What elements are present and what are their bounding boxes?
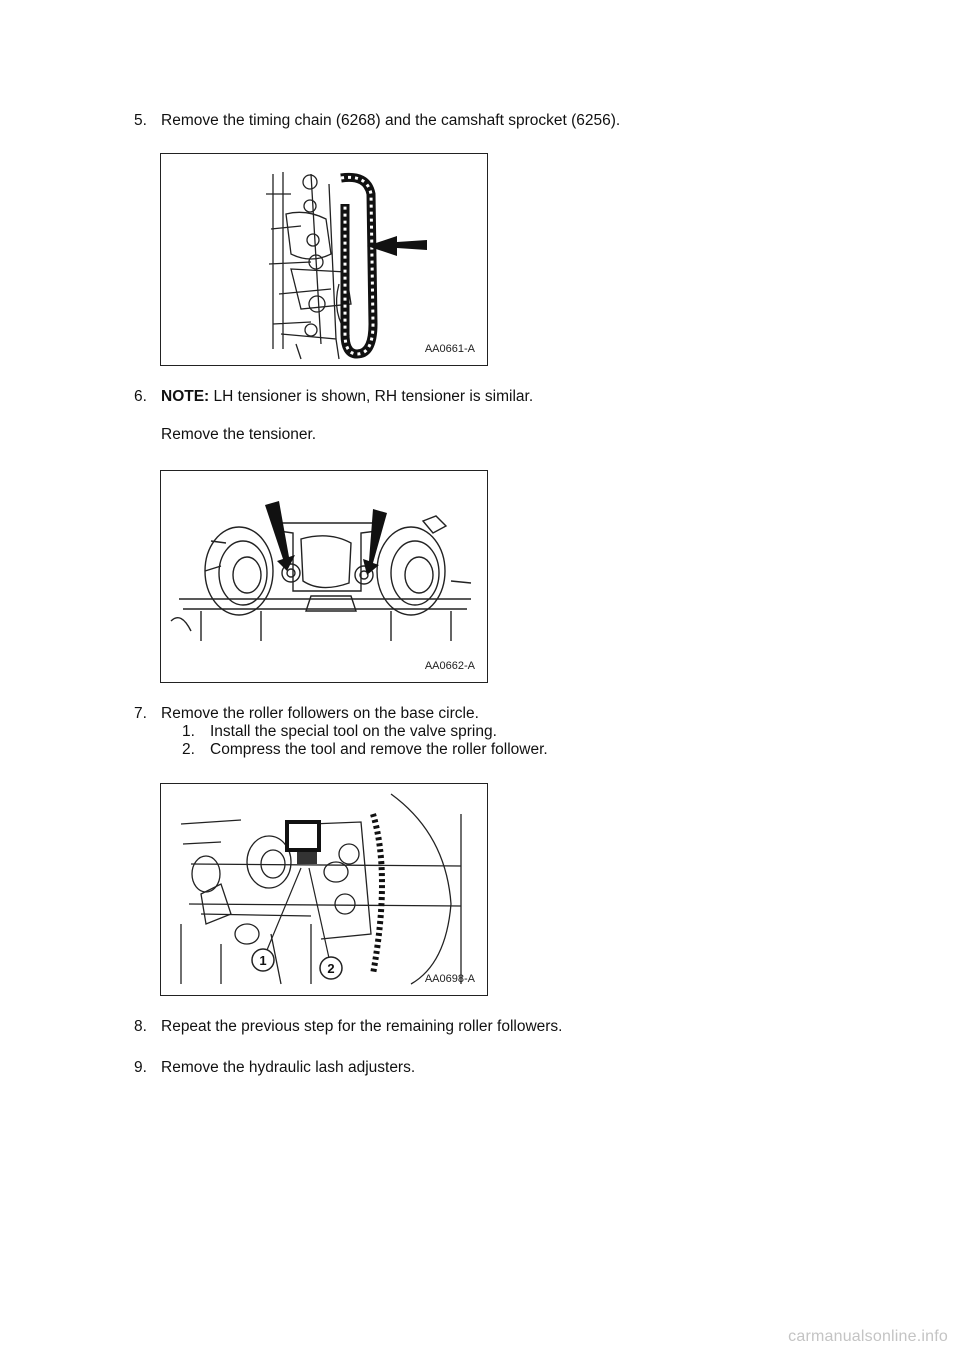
step-number: 7. bbox=[134, 705, 147, 722]
tensioner-illustration bbox=[161, 471, 487, 682]
figure-tensioner bbox=[160, 470, 488, 683]
step-number: 9. bbox=[134, 1059, 147, 1076]
note-text: LH tensioner is shown, RH tensioner is similar. bbox=[209, 388, 534, 405]
step-text: Remove the timing chain (6268) and the camshaft sprocket (6256). bbox=[161, 112, 621, 129]
figure-code: AA0698-A bbox=[424, 973, 475, 985]
callout-1 bbox=[252, 949, 274, 971]
figure-special-tool bbox=[160, 783, 488, 996]
note-label: NOTE: bbox=[161, 388, 210, 405]
footer-watermark: carmanualsonline.info bbox=[788, 1328, 948, 1345]
callout-1-label: 1 bbox=[259, 953, 267, 968]
step-number: 8. bbox=[134, 1018, 147, 1035]
figure-timing-chain bbox=[160, 153, 488, 366]
step-text: Remove the tensioner. bbox=[161, 426, 317, 443]
arrow-icon bbox=[265, 501, 295, 571]
special-tool-illustration bbox=[161, 784, 487, 995]
callout-2 bbox=[320, 957, 342, 979]
callout-2-label: 2 bbox=[327, 961, 335, 976]
substep-text: Compress the tool and remove the roller follower. bbox=[210, 741, 548, 758]
step-text: Remove the roller followers on the base circle. bbox=[161, 705, 479, 722]
substep-number: 1. bbox=[182, 723, 195, 740]
substep-number: 2. bbox=[182, 741, 195, 758]
timing-chain-illustration bbox=[161, 154, 487, 365]
substep-text: Install the special tool on the valve spring. bbox=[210, 723, 497, 740]
step-number: 5. bbox=[134, 112, 147, 129]
figure-code: AA0661-A bbox=[424, 343, 475, 355]
step-text: Remove the hydraulic lash adjusters. bbox=[161, 1059, 416, 1076]
step-number: 6. bbox=[134, 388, 147, 405]
arrow-icon bbox=[363, 509, 387, 575]
figure-code: AA0662-A bbox=[424, 660, 475, 672]
timing-chain bbox=[341, 177, 373, 354]
step-text: Repeat the previous step for the remaining roller followers. bbox=[161, 1018, 563, 1035]
